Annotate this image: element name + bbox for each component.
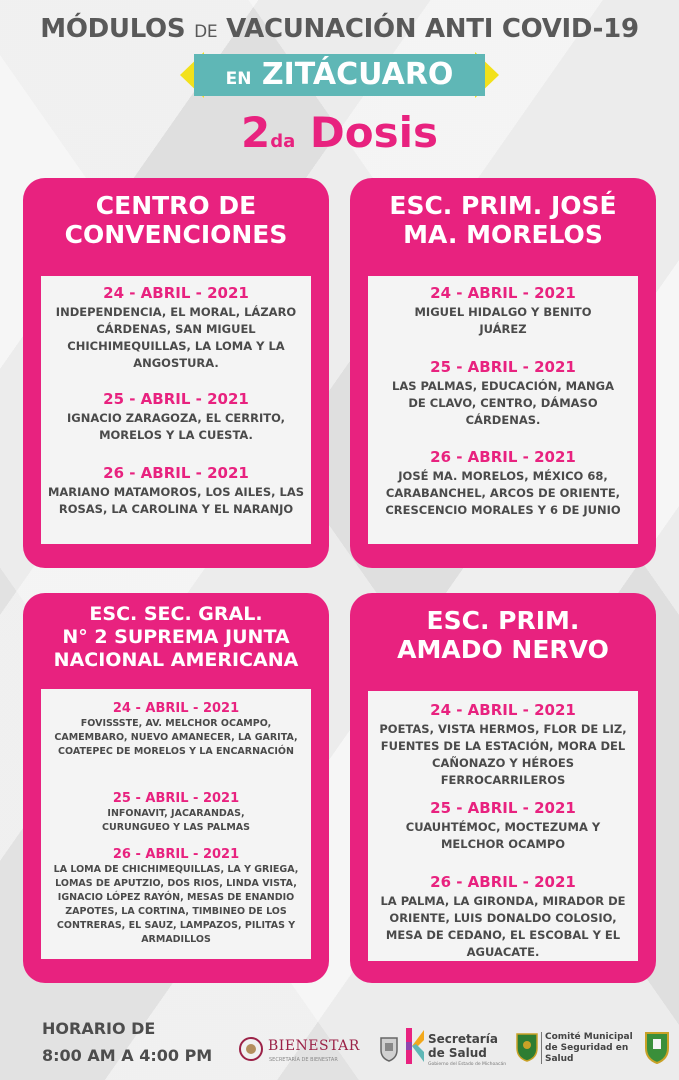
module-card-centro-convenciones — [23, 178, 329, 568]
entry-date: 24 - ABRIL - 2021 — [430, 701, 576, 719]
schedule-entry — [374, 701, 632, 789]
comite-line3: Salud — [545, 1054, 574, 1064]
schedule-entry — [45, 847, 307, 947]
salud-line2: de Salud — [428, 1046, 487, 1060]
schedule-entry — [374, 284, 632, 338]
schedule-entry — [45, 791, 307, 835]
module-card-amado-nervo — [350, 593, 656, 983]
hours-value: 8:00 AM A 4:00 PM — [42, 1046, 213, 1066]
schedule-entry — [374, 448, 632, 519]
banner-text — [194, 54, 485, 96]
entry-places: FOVISSSTE, AV. MELCHOR OCAMPO, CAMEMBARO, NUEVO AMANECER, LA GARITA, COATEPEC DE MORELOS Y LA ENCARNACIÓN — [54, 718, 298, 757]
entry-places: CUAUHTÉMOC, MOCTEZUMA Y MELCHOR OCAMPO — [405, 820, 601, 851]
entry-date: 25 - ABRIL - 2021 — [103, 390, 249, 408]
title-de: DE — [194, 22, 218, 42]
schedule-entry — [47, 464, 305, 518]
module-title: ESC. SEC. GRAL. N° 2 SUPREMA JUNTA NACIONAL AMERICANA — [53, 603, 299, 671]
module-schedule — [41, 276, 311, 544]
salud-subtitle: Gobierno del Estado de Michoacán — [428, 1062, 507, 1067]
entry-places: IGNACIO ZARAGOZA, EL CERRITO, MORELOS Y LA CUESTA. — [67, 411, 285, 442]
entry-date: 25 - ABRIL - 2021 — [112, 791, 240, 806]
entry-date: 24 - ABRIL - 2021 — [112, 701, 240, 716]
title-modulos: MÓDULOS — [40, 14, 186, 44]
comite-line2: de Seguridad en — [545, 1043, 629, 1053]
module-card-jose-ma-morelos — [350, 178, 656, 568]
opening-hours — [42, 1015, 212, 1069]
entry-date: 26 - ABRIL - 2021 — [103, 464, 249, 482]
entry-places: MIGUEL HIDALGO Y BENITO JUÁREZ — [414, 305, 592, 336]
bienestar-subtitle: SECRETARÍA DE BIENESTAR — [269, 1057, 338, 1063]
schedule-entry — [45, 701, 307, 759]
entry-date: 26 - ABRIL - 2021 — [430, 448, 576, 466]
michoacan-shield-icon — [380, 1036, 398, 1062]
banner-city: ZITÁCUARO — [261, 57, 454, 92]
entry-date: 26 - ABRIL - 2021 — [430, 873, 576, 891]
city-banner — [180, 52, 499, 98]
dose-number: 2 — [240, 108, 271, 157]
hours-label: HORARIO DE — [42, 1019, 156, 1038]
bienestar-logo — [238, 1020, 364, 1076]
dose-word: Dosis — [309, 108, 438, 157]
schedule-entry — [374, 358, 632, 429]
bienestar-name: BIENESTAR — [268, 1038, 360, 1054]
title-vacunacion: VACUNACIÓN ANTI COVID-19 — [226, 14, 639, 44]
schedule-entry — [47, 284, 305, 372]
entry-date: 26 - ABRIL - 2021 — [112, 847, 240, 862]
module-card-esc-sec-gral-2 — [23, 593, 329, 983]
comite-municipal-logo — [516, 1020, 676, 1076]
entry-date: 24 - ABRIL - 2021 — [430, 284, 576, 302]
dose-heading — [0, 108, 679, 157]
logo-divider — [541, 1032, 542, 1064]
schedule-entry — [47, 390, 305, 444]
entry-places: POETAS, VISTA HERMOS, FLOR DE LIZ, FUENTES DE LA ESTACIÓN, MORA DEL CAÑONAZO Y HÉROES FERROCARRILEROS — [379, 722, 627, 787]
entry-places: INDEPENDENCIA, EL MORAL, LÁZARO CÁRDENAS, SAN MIGUEL CHICHIMEQUILLAS, LA LOMA Y LA ANGOSTURA. — [55, 305, 297, 370]
module-schedule — [368, 276, 638, 544]
entry-places: LA LOMA DE CHICHIMEQUILLAS, LA Y GRIEGA, LOMAS DE APUTZIO, DOS RIOS, LINDA VISTA, IGNACIO LÓPEZ RAYÓN, MESAS DE ENANDIO ZAPOTES, LA CORTINA, TIMBINEO DE LOS CONTRERAS, EL SAUZ, LAMPAZOS, PILITAS Y ARMADILLOS — [53, 864, 299, 945]
schedule-entry — [374, 799, 632, 853]
entry-places: MARIANO MATAMOROS, LOS AILES, LAS ROSAS, LA CAROLINA Y EL NARANJO — [47, 485, 305, 516]
entry-places: JOSÉ MA. MORELOS, MÉXICO 68, CARABANCHEL, ARCOS DE ORIENTE, CRESCENCIO MORALES Y 6 DE JUNIO — [385, 469, 621, 517]
comite-line1: Comité Municipal — [545, 1032, 633, 1042]
entry-date: 24 - ABRIL - 2021 — [103, 284, 249, 302]
module-title: CENTRO DE CONVENCIONES — [64, 191, 288, 249]
salud-line1: Secretaría — [428, 1032, 498, 1046]
module-title: ESC. PRIM. JOSÉ MA. MORELOS — [389, 191, 617, 249]
salud-k-icon — [404, 1026, 426, 1066]
entry-places: LA PALMA, LA GIRONDA, MIRADOR DE ORIENTE, LUIS DONALDO COLOSIO, MESA DE CEDANO, EL ESCOBAL Y EL AGUACATE. — [380, 894, 626, 959]
bienestar-emblem-icon — [238, 1034, 264, 1064]
entry-places: LAS PALMAS, EDUCACIÓN, MANGA DE CLAVO, CENTRO, DÁMASO CÁRDENAS. — [392, 379, 614, 427]
entry-places: INFONAVIT, JACARANDAS, CURUNGUEO Y LAS PALMAS — [102, 808, 250, 833]
schedule-entry — [374, 873, 632, 961]
module-title: ESC. PRIM. AMADO NERVO — [397, 606, 609, 664]
zitacuaro-shield-icon — [516, 1032, 538, 1062]
banner-en: EN — [225, 69, 252, 89]
dose-superscript: da — [270, 131, 296, 152]
module-schedule — [41, 689, 311, 959]
module-schedule — [368, 691, 638, 961]
page-title — [0, 14, 679, 44]
entry-date: 25 - ABRIL - 2021 — [430, 799, 576, 817]
secretaria-salud-logo — [380, 1020, 507, 1076]
entry-date: 25 - ABRIL - 2021 — [430, 358, 576, 376]
municipal-crest-icon — [644, 1030, 670, 1064]
